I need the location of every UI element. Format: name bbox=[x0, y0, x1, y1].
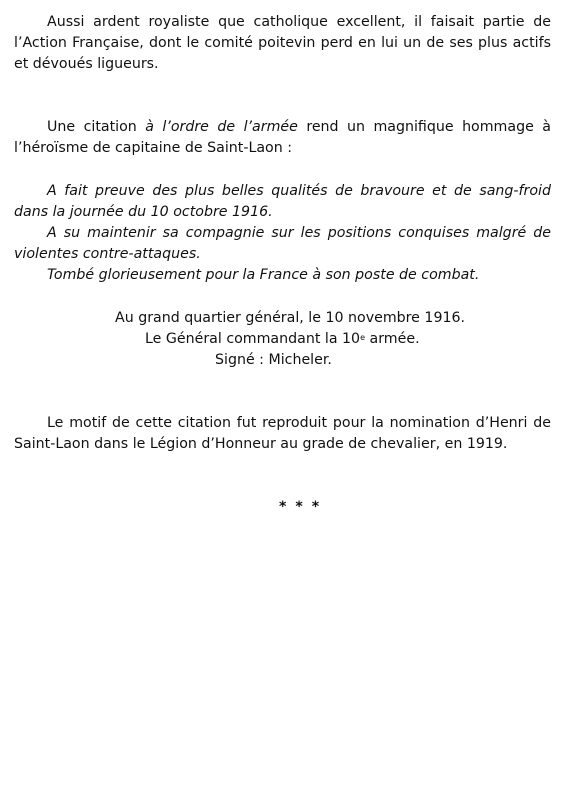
paragraph-action-francaise: Aussi ardent royaliste que catholique excellent, il faisait partie de l’Action Française, dont le comité poitevin perd en lui un de ses plus actifs et dévoués ligueurs. bbox=[14, 14, 551, 72]
general-prefix: Le Général commandant la 10 bbox=[145, 331, 361, 347]
signature-place-date: Au grand quartier général, le 10 novembre 1916. bbox=[115, 310, 466, 326]
citation-line-tombe: Tombé glorieusement pour la France à son poste de combat. bbox=[47, 267, 480, 283]
signature-signed: Signé : Micheler. bbox=[215, 352, 332, 368]
citation-line-compagnie: A su maintenir sa compagnie sur les positions conquises malgré de violentes contre-attaques. bbox=[14, 225, 551, 262]
general-suffix: armée. bbox=[365, 331, 420, 347]
section-separator: * * * bbox=[279, 499, 322, 515]
spacer bbox=[14, 286, 551, 308]
spacer bbox=[14, 159, 551, 181]
intro-text-after: rend un magnifique hommage à l’héroïsme de capitaine de Saint-Laon : bbox=[14, 119, 551, 156]
paragraph-citation-intro bbox=[14, 117, 551, 159]
spacer bbox=[14, 371, 551, 413]
document-page bbox=[14, 12, 551, 518]
citation-line-bravoure: A fait preuve des plus belles qualités de bravoure et de sang-froid dans la journée du 10 octobre 1916. bbox=[14, 183, 551, 220]
intro-text-before: Une citation bbox=[47, 119, 146, 135]
general-superscript: e bbox=[360, 333, 366, 342]
paragraph-legion-honneur: Le motif de cette citation fut reproduit pour la nomination d’Henri de Saint-Laon dans le Légion d’Honneur au grade de chevalier, en 1919. bbox=[14, 415, 551, 452]
intro-text-italic: à l’ordre de l’armée bbox=[145, 119, 298, 135]
signature-general bbox=[14, 329, 551, 350]
spacer bbox=[14, 75, 551, 117]
spacer bbox=[14, 455, 551, 497]
